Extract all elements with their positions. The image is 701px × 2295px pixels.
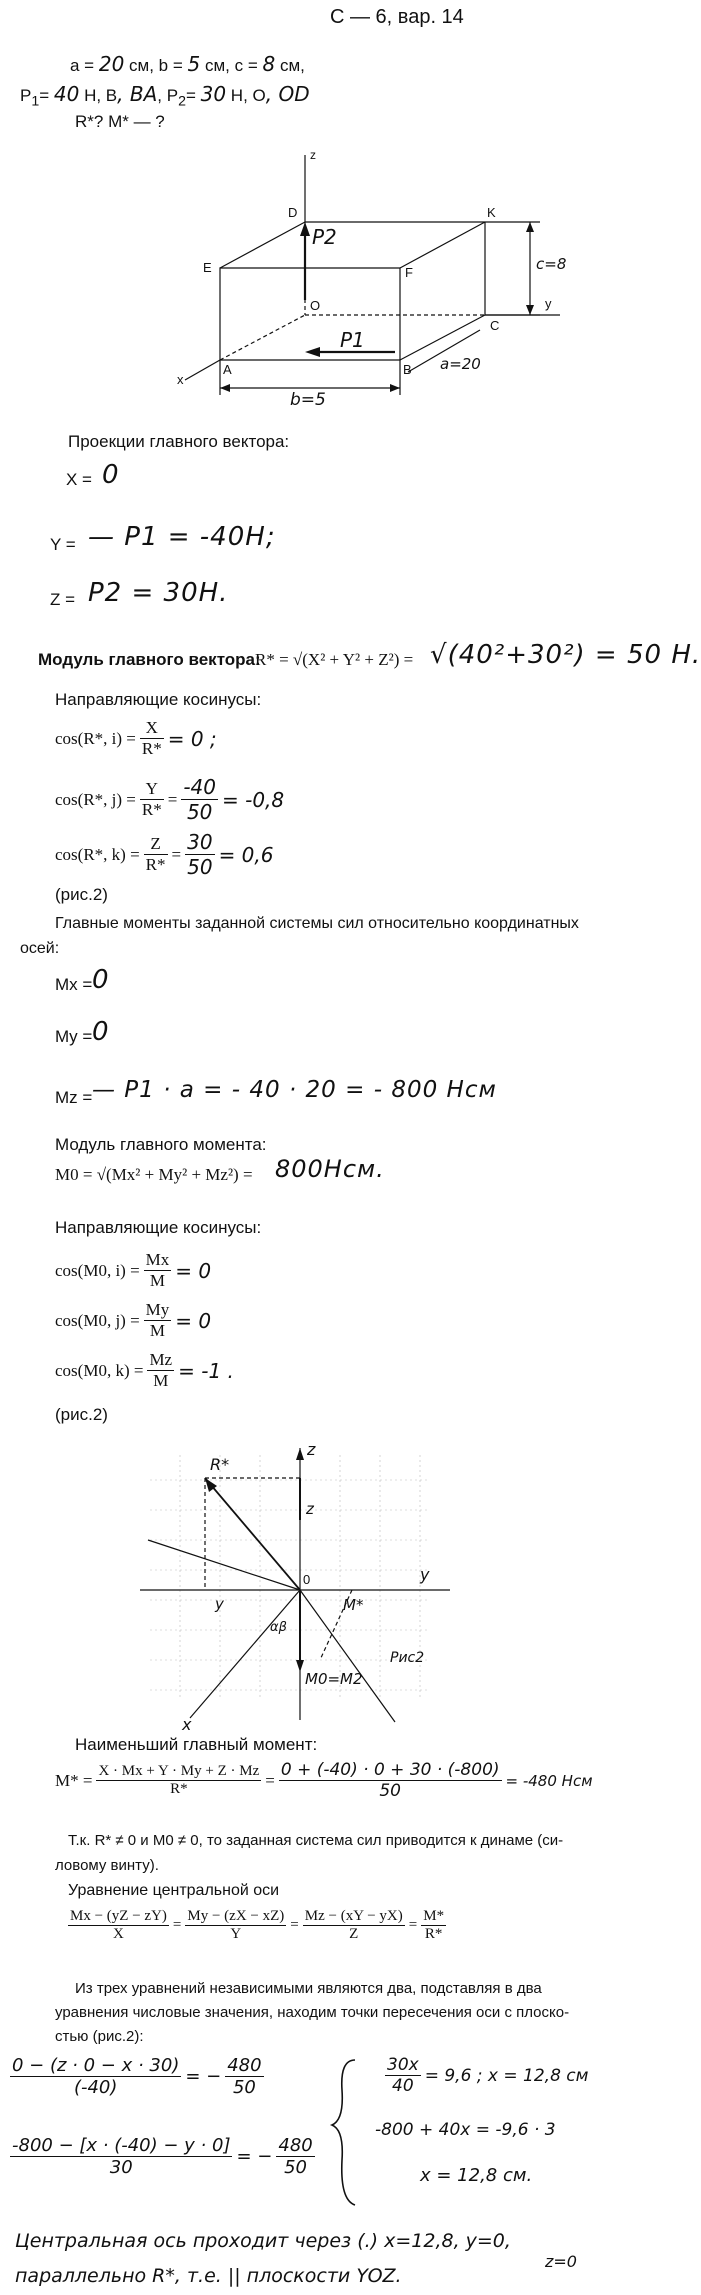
dircos2-j-frac [144, 1300, 172, 1341]
solve-eq1-rhs-den: 50 [232, 2077, 256, 2098]
axis-f3-den: Z [349, 1926, 359, 1942]
dircos2-j-result: = 0 [175, 1308, 212, 1333]
fig1-label-C: C [490, 318, 500, 333]
fig1-label-P1: P1 [340, 328, 365, 352]
given-a-label: a = [70, 56, 95, 75]
dircos2-j-lhs: cos(M0, j) = [55, 1310, 140, 1330]
fig1-label-K: K [487, 205, 496, 220]
dircos2-j-den: M [149, 1321, 166, 1340]
p1-symbol: P [20, 86, 32, 105]
modulus-formula: R* = √(X² + Y² + Z²) = [255, 650, 414, 669]
dircos1-k-lhs: cos(R*, k) = [55, 844, 140, 864]
modulus-value: √(40²+30²) = 50 Н. [430, 640, 701, 670]
central-axis-equation: $\frac{Mx - (yZ - zY)}{X}$ = $\frac{My - (zX - xZ)}{Y}$ = $\frac{Mz - (xY - yX)}{Z}$ = $\frac{M*}{R*}$ [70, 1908, 445, 1942]
dircos1-k-hfrac [185, 830, 214, 879]
proj-y-label: Y = [50, 535, 76, 554]
p1-direction: , BA [117, 82, 158, 106]
fig2-label-Mo: M0=M2 [305, 1670, 363, 1688]
axis-eq-title: Уравнение центральной оси [68, 1882, 280, 1899]
moments-title: Главные моменты заданной системы сил относительно координатных [55, 915, 579, 932]
conclusion-line-2: параллельно R*, т.е. || плоскости YOZ. [15, 2265, 402, 2287]
axis-f3-num: Mz − (xY − yX) [304, 1908, 403, 1924]
solve-eq2-den: 30 [109, 2157, 133, 2178]
modulus-title: Модуль главного вектора: [38, 650, 261, 669]
p1-sub: 1 [31, 93, 40, 110]
dircos2-k-lhs: cos(M0, k) = [55, 1360, 144, 1380]
dircos1-k-result: = 0,6 [218, 842, 274, 867]
fig1-label-b: b=5 [290, 390, 326, 410]
dircos1-k-num: Z [144, 834, 168, 855]
least-moment-result: = -480 Нсм [505, 1771, 593, 1790]
dircos1-i-num: X [140, 718, 164, 739]
dircos2-j-num: My [145, 1300, 170, 1319]
fig2-label-beta: αβ [270, 1620, 287, 1635]
axis-f3 [303, 1908, 405, 1943]
solve-result-2: -800 + 40x = -9,6 · 3 [375, 2120, 556, 2140]
dircos2-k-den: M [153, 1371, 169, 1390]
moment-modulus-title: Модуль главного момента: [55, 1135, 267, 1154]
p2-unit: Н, O [230, 86, 266, 105]
moments-title-2: осей: [20, 940, 60, 957]
proj-x-value: 0 [102, 460, 120, 490]
least-moment-lhs: M* = [55, 1770, 93, 1790]
conclusion-line-1: Центральная ось проходит через (.) x=12,8, y=0, [15, 2230, 511, 2252]
dircos1-i-lhs: cos(R*, i) = [55, 728, 136, 748]
axis-f1-den: X [113, 1926, 124, 1942]
p1-unit: Н, B [84, 86, 118, 105]
projections-title: Проекции главного вектора: [68, 432, 290, 451]
moment-modulus-formula: M0 = √(Mx² + My² + Mz²) = [55, 1165, 253, 1184]
p2-direction: , OD [265, 82, 310, 106]
solve-eq2-frac [10, 2135, 232, 2178]
given-a-value: 20 [98, 52, 125, 76]
solve-eq1-rhs [225, 2055, 263, 2098]
dircos2-ref: (рис.2) [55, 1405, 108, 1424]
solve-r1-rest: = 9,6 ; x = 12,8 см [424, 2065, 589, 2086]
dircos1-ref: (рис.2) [55, 885, 108, 904]
solve-r1-num: 30x [387, 2055, 419, 2075]
given-c-unit: см, [279, 56, 305, 75]
given-b-unit: см, c = [204, 56, 258, 75]
solve-eq1-rhs-num: 480 [227, 2055, 262, 2076]
fig2-label-Rz: z [306, 1500, 314, 1518]
dircos2-k-frac [147, 1350, 174, 1391]
least-moment-hfrac [279, 1760, 502, 1801]
given-line-1 [70, 52, 305, 76]
dircos1-j-lhs: cos(R*, j) = [55, 789, 136, 809]
dynamo-text-1: Т.к. R* ≠ 0 и M0 ≠ 0, то заданная система сил приводится к динаме (си- [68, 1832, 564, 1849]
solve-text-3: стью (рис.2): [55, 2028, 144, 2045]
dircos2-title: Направляющие косинусы: [55, 1218, 262, 1237]
fig2-vector-R2 [148, 1540, 300, 1590]
dircos2-i-den: M [149, 1271, 166, 1290]
fig1-label-E: E [203, 260, 212, 275]
moment-modulus-value: 800Нсм. [275, 1155, 385, 1183]
fig1-label-z: z [310, 148, 316, 162]
dircos1-j-den: R* [141, 800, 162, 819]
fig2-vector-R [205, 1478, 300, 1590]
fig1-label-y: y [545, 296, 552, 311]
solve-eq2-rhs-den: 50 [284, 2157, 307, 2178]
given-c-value: 8 [262, 52, 276, 76]
mz-label: Mz = [55, 1088, 93, 1107]
solve-text-2: уравнения числовые значения, находим точки пересечения оси с плоско- [55, 2004, 570, 2021]
solve-eq2-rhs [276, 2135, 314, 2178]
proj-z-label: Z = [50, 590, 76, 609]
least-moment-num: X · Mx + Y · My + Z · Mz [98, 1763, 260, 1779]
dircos2-i-frac [144, 1250, 172, 1291]
p1-eq: = [39, 86, 50, 105]
given-b-value: 5 [187, 52, 201, 76]
fig1-label-P2: P2 [312, 225, 337, 249]
axis-x [185, 360, 220, 380]
least-moment-frac [96, 1763, 261, 1798]
dircos1-k-den: R* [145, 855, 166, 874]
fig2-label-y: y [420, 1565, 430, 1584]
given-a-unit: см, b = [129, 56, 183, 75]
solve-eq2-num: -800 − [x · (-40) − y · 0] [12, 2135, 231, 2156]
mz-value: — P1 · a = - 40 · 20 = - 800 Нсм [92, 1077, 497, 1103]
dircos1-i-result: = 0 ; [167, 726, 217, 751]
fig1-label-D: D [288, 205, 298, 220]
least-moment-formula [55, 1760, 593, 1801]
dircos2-k-num: Mz [149, 1350, 173, 1369]
edge-FK [400, 222, 485, 268]
conclusion-line-1b: z=0 [545, 2252, 577, 2271]
solve-eq2-rhs-num: 480 [278, 2135, 313, 2156]
fig2-label-z: z [307, 1440, 316, 1459]
edge-BC [400, 315, 485, 360]
solve-text-1: Из трех уравнений независимыми являются два, подставляя в два [75, 1980, 542, 1997]
dircos2-row-k [55, 1350, 234, 1391]
axis-f4-den: R* [424, 1926, 443, 1942]
dircos1-k-frac [144, 834, 168, 875]
dircos1-row-j: cos(R*, j) = $\frac{Y}{R*}$ = $\frac{-40}{50}$ = -0,8 [55, 775, 285, 824]
dircos2-row-j [55, 1300, 211, 1341]
solve-eq2-sign: = − [236, 2146, 273, 2167]
dircos1-j-hnum: -40 [183, 775, 216, 799]
mx-label: Mx = [55, 975, 93, 994]
p2-symbol: , P [157, 86, 179, 105]
axis-f2 [185, 1908, 286, 1943]
solve-r1-frac [385, 2055, 421, 2096]
dircos2-row-i [55, 1250, 211, 1291]
my-label: My = [55, 1027, 93, 1046]
solve-eq1-num: 0 − (z · 0 − x · 30) [12, 2055, 180, 2076]
dircos1-j-hden: 50 [186, 800, 213, 824]
axis-f2-num: My − (zX − xZ) [187, 1908, 285, 1924]
solve-result-1 [385, 2055, 588, 2096]
variant-header: С — 6, вар. 14 [330, 6, 464, 28]
least-moment-hnum: 0 + (-40) · 0 + 30 · (-800) [280, 1760, 500, 1780]
dircos1-k-hnum: 30 [187, 830, 213, 854]
p2-sub: 2 [178, 93, 186, 110]
solve-result-3: x = 12,8 см. [420, 2165, 533, 2186]
least-moment-den: R* [170, 1781, 188, 1797]
p2-eq: = [185, 86, 196, 105]
fig2-label-ris: Рис2 [390, 1650, 425, 1666]
fig1-label-a: a=20 [440, 355, 481, 373]
dircos2-i-num: Mx [145, 1250, 170, 1269]
fig1-label-B: B [403, 362, 412, 377]
axis-f1-num: Mx − (yZ − zY) [70, 1908, 167, 1924]
axis-f4-num: M* [423, 1908, 445, 1924]
p1-value: 40 [53, 82, 80, 106]
fig1-label-O: O [310, 298, 321, 313]
dynamo-text-2: ловому винту). [55, 1857, 159, 1874]
box-front-face [220, 268, 400, 360]
fig2-label-x: x [182, 1715, 192, 1734]
solve-eq1-den: (-40) [73, 2077, 118, 2098]
dircos1-title: Направляющие косинусы: [55, 690, 262, 709]
given-line-2 [20, 82, 310, 109]
dircos2-i-lhs: cos(M0, i) = [55, 1260, 140, 1280]
fig2-label-R: R* [210, 1455, 230, 1474]
fig1-label-c: c=8 [536, 255, 567, 273]
solve-eq1-frac [10, 2055, 181, 2098]
given-question: R*? M* — ? [75, 112, 165, 131]
dircos1-i-den: R* [141, 739, 162, 758]
my-value: 0 [92, 1017, 110, 1047]
fig2-axis-x [190, 1590, 300, 1718]
dircos1-i-frac [140, 718, 164, 759]
proj-x-label: X = [66, 470, 92, 489]
dircos2-k-result: = -1 . [178, 1358, 234, 1383]
proj-z-value: P2 = 30Н. [88, 578, 229, 608]
axis-f1 [68, 1908, 169, 1943]
dircos1-row-k: cos(R*, k) = $\frac{Z}{R*}$ = $\frac{30}{50}$ = 0,6 [55, 830, 274, 879]
p2-value: 30 [200, 82, 227, 106]
fig2-label-origin: 0 [303, 1572, 311, 1587]
proj-y-value: — P1 = -40Н; [88, 522, 276, 552]
solve-r1-den: 40 [392, 2076, 414, 2096]
dircos1-k-hden: 50 [187, 855, 213, 879]
solve-eq-1 [10, 2055, 264, 2098]
axis-f2-den: Y [230, 1926, 242, 1942]
mx-value: 0 [92, 965, 110, 995]
axis-f4 [421, 1908, 446, 1943]
fig1-label-A: A [223, 362, 232, 377]
least-moment-hden: 50 [379, 1781, 401, 1801]
dircos1-j-result: = -0,8 [222, 787, 285, 812]
fig1-label-x: x [177, 372, 184, 387]
fig2-label-M: M* [343, 1596, 364, 1614]
dircos2-i-result: = 0 [175, 1258, 212, 1283]
dircos1-j-hfrac [181, 775, 218, 824]
fig1-label-F: F [405, 265, 413, 280]
edge-ED [220, 222, 305, 268]
dircos1-j-frac [140, 779, 164, 820]
fig2-label-Ry: y [215, 1595, 224, 1613]
solve-eq-2 [10, 2135, 315, 2178]
dircos1-row-i [55, 718, 217, 759]
least-moment-title: Наименьший главный момент: [75, 1735, 318, 1754]
least-moment-eq: = [265, 1770, 275, 1790]
dircos1-j-num: Y [140, 779, 164, 800]
solve-eq1-sign: = − [185, 2066, 222, 2087]
edge-AO [220, 315, 305, 360]
